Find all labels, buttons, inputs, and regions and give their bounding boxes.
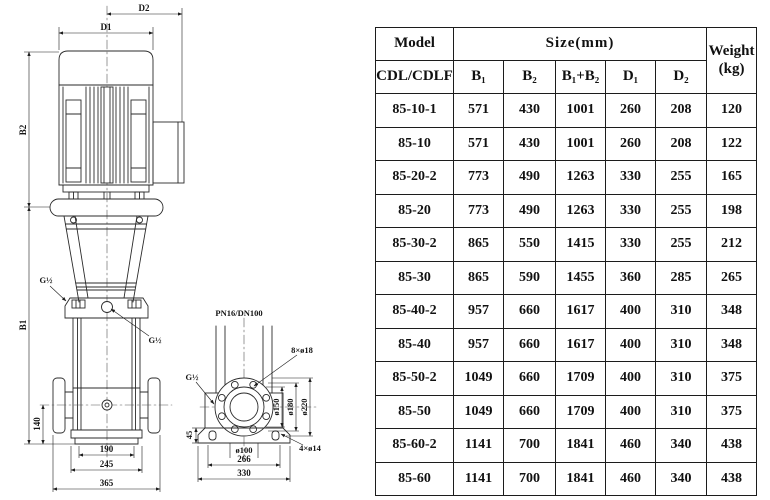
main-view-dimensions [24,8,182,492]
cell-b2: 660 [504,295,556,329]
cell-weight: 198 [707,194,757,228]
col-header-b1: B₁ [454,61,504,94]
cell-model: 85-10-1 [376,94,454,128]
cell-d1: 460 [606,429,656,463]
cell-weight: 122 [707,127,757,161]
cell-d1: 330 [606,228,656,262]
table-row [376,362,757,396]
col-group-size: Size(mm) [454,28,707,61]
table-body [376,94,757,496]
weight-label-line2: (kg) [718,60,745,77]
dim-label-b1: B1 [18,319,28,331]
col-header-d1: D₁ [606,61,656,94]
cell-d1: 460 [606,462,656,496]
cell-weight: 438 [707,462,757,496]
dim-label-180: ø180 [285,398,295,416]
cell-b2: 430 [504,94,556,128]
pump-technical-drawing [0,0,380,500]
dim-label-330: 330 [237,468,251,478]
cell-model: 85-30-2 [376,228,454,262]
cell-weight: 348 [707,295,757,329]
cell-d2: 310 [656,295,707,329]
cell-d2: 255 [656,194,707,228]
port-label-gauge-left: G½ [39,275,53,285]
cell-d1: 360 [606,261,656,295]
cell-d1: 400 [606,328,656,362]
weight-label-line1: Weight [708,43,755,60]
cell-d2: 255 [656,161,707,195]
cell-d1: 260 [606,127,656,161]
cell-b1: 1049 [454,395,504,429]
table-row [376,328,757,362]
table-header [376,28,757,94]
dim-label-100: ø100 [235,445,253,455]
cell-d2: 310 [656,328,707,362]
cell-b1: 571 [454,127,504,161]
cell-b1b2: 1263 [556,194,606,228]
cell-b1: 1049 [454,362,504,396]
cell-d2: 340 [656,429,707,463]
flange-spec-label: PN16/DN100 [215,308,263,318]
cell-model: 85-60-2 [376,429,454,463]
cell-b1b2: 1001 [556,94,606,128]
cell-b1b2: 1415 [556,228,606,262]
cell-b2: 550 [504,228,556,262]
port-label-gauge-right: G½ [148,335,162,345]
pump-dimensions-table [375,27,757,496]
cell-b1: 773 [454,194,504,228]
bolt-holes-label: 8×ø18 [291,345,313,355]
table-row [376,261,757,295]
cell-b1b2: 1617 [556,295,606,329]
cell-d2: 310 [656,362,707,396]
cell-b2: 660 [504,328,556,362]
main-view-geometry [40,6,184,468]
cell-b2: 700 [504,429,556,463]
cell-b2: 490 [504,194,556,228]
cell-b1b2: 1709 [556,395,606,429]
cell-d2: 208 [656,127,707,161]
cell-b1b2: 1841 [556,462,606,496]
cell-model: 85-50-2 [376,362,454,396]
cell-d1: 400 [606,295,656,329]
col-header-d2: D₂ [656,61,707,94]
cell-d2: 340 [656,462,707,496]
cell-model: 85-20-2 [376,161,454,195]
cell-d2: 255 [656,228,707,262]
cell-weight: 348 [707,328,757,362]
table-row [376,462,757,496]
flange-view-geometry [198,318,316,458]
cell-b1: 1141 [454,462,504,496]
cell-model: 85-60 [376,462,454,496]
cell-b1: 571 [454,94,504,128]
cell-weight: 120 [707,94,757,128]
cell-b2: 590 [504,261,556,295]
cell-weight: 265 [707,261,757,295]
col-header-b1b2: B₁+B₂ [556,61,606,94]
dim-label-b2: B2 [18,124,28,136]
dim-label-190: 190 [99,444,114,454]
cell-d1: 330 [606,161,656,195]
cell-model: 85-10 [376,127,454,161]
dim-label-220: ø220 [299,398,309,416]
table-row [376,127,757,161]
col-header-weight [707,28,757,94]
cell-weight: 375 [707,395,757,429]
cell-b1: 773 [454,161,504,195]
cell-b1b2: 1001 [556,127,606,161]
cell-d2: 310 [656,395,707,429]
dim-label-45: 45 [184,430,194,440]
cell-b2: 700 [504,462,556,496]
col-header-b2: B₂ [504,61,556,94]
table-row [376,94,757,128]
cell-d2: 285 [656,261,707,295]
dim-label-d2: D2 [138,3,150,13]
cell-weight: 375 [707,362,757,396]
cell-b1b2: 1617 [556,328,606,362]
cell-b1: 957 [454,295,504,329]
cell-b1: 865 [454,261,504,295]
cell-weight: 212 [707,228,757,262]
cell-d1: 330 [606,194,656,228]
cell-b2: 430 [504,127,556,161]
dim-label-d1: D1 [100,22,112,32]
dim-label-365: 365 [99,478,114,488]
table-row [376,295,757,329]
cell-b1b2: 1263 [556,161,606,195]
cell-d1: 260 [606,94,656,128]
table-row [376,161,757,195]
cell-d2: 208 [656,94,707,128]
dim-label-266: 266 [237,454,251,464]
cell-b1b2: 1455 [556,261,606,295]
cell-b1: 865 [454,228,504,262]
main-view-labels [18,3,162,488]
cell-b2: 660 [504,395,556,429]
cell-b1b2: 1841 [556,429,606,463]
dim-label-140: 140 [32,417,42,431]
cell-model: 85-40-2 [376,295,454,329]
cell-d1: 400 [606,362,656,396]
cell-model: 85-40 [376,328,454,362]
cell-weight: 438 [707,429,757,463]
cell-d1: 400 [606,395,656,429]
col-header-model: Model [376,28,454,61]
table-row [376,429,757,463]
cell-model: 85-20 [376,194,454,228]
table-row [376,228,757,262]
cell-b2: 490 [504,161,556,195]
cell-b1: 1141 [454,429,504,463]
port-label-gauge-flange: G½ [185,372,199,382]
dim-label-245: 245 [99,459,114,469]
cell-b1: 957 [454,328,504,362]
cell-weight: 165 [707,161,757,195]
col-header-series: CDL/CDLF [376,61,454,94]
cell-model: 85-50 [376,395,454,429]
base-holes-label: 4×ø14 [299,443,321,453]
drawing-svg [0,0,380,500]
cell-b2: 660 [504,362,556,396]
table-row [376,395,757,429]
table-row [376,194,757,228]
cell-b1b2: 1709 [556,362,606,396]
dim-label-150: ø150 [271,398,281,416]
cell-model: 85-30 [376,261,454,295]
